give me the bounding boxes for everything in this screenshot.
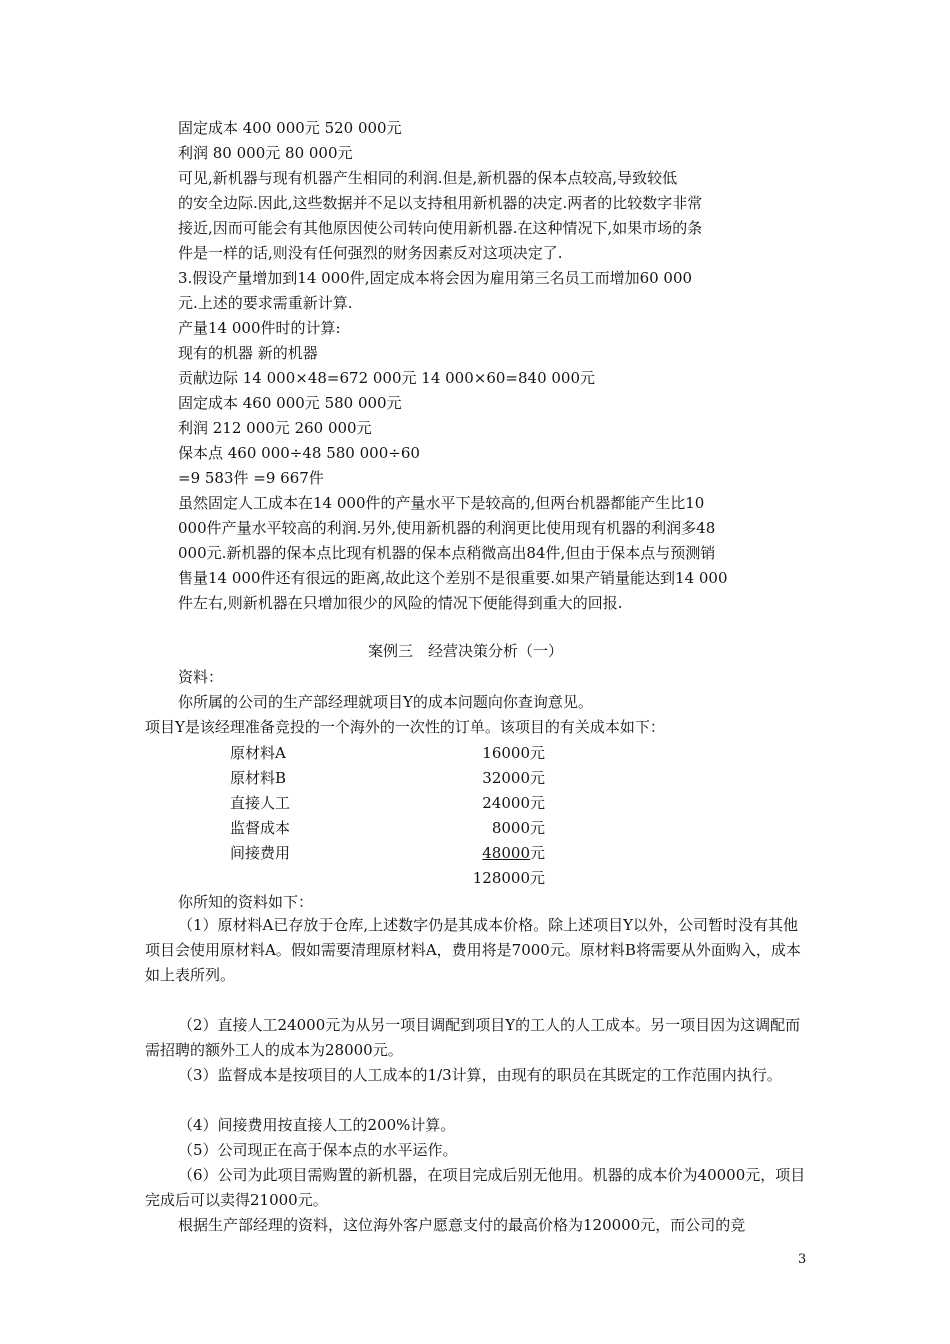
text-line: 固定成本 400 000元 520 000元 [178, 119, 402, 137]
case-title: 案例三 经营决策分析（一） [368, 642, 564, 660]
known-item: （1）原材料A已存放于仓库,上述数字仍是其成本价格。除上述项目Y以外，公司暂时没有其他项目会使用原材料A。假如需要清理原材料A，费用将是7000元。原材料B将需要从外面购入，成本如上表所列。 [145, 916, 801, 984]
cost-item-name: 直接人工 [230, 794, 291, 812]
text-line: 产量14 000件时的计算: [178, 319, 341, 337]
cost-total: 128000元 [472, 869, 545, 887]
text-line: 虽然固定人工成本在14 000件的产量水平下是较高的,但两台机器都能产生比10 [178, 494, 705, 512]
cost-item-value: 16000元 [482, 744, 545, 762]
cost-item-value: 8000元 [491, 819, 545, 837]
cost-item-value-unit: 元 [529, 844, 545, 862]
text-line: 固定成本 460 000元 580 000元 [178, 394, 402, 412]
text-line: 件是一样的话,则没有任何强烈的财务因素反对这项决定了. [178, 244, 563, 262]
text-line: 利润 212 000元 260 000元 [178, 419, 372, 437]
text-line: 的安全边际.因此,这些数据并不足以支持租用新机器的决定.两者的比较数字非常 [178, 194, 703, 212]
text-line: 件左右,则新机器在只增加很少的风险的情况下便能得到重大的回报. [178, 594, 623, 612]
cost-item-name: 原材料B [230, 769, 287, 787]
text-line: 元.上述的要求需重新计算. [178, 294, 353, 312]
closing-line: 根据生产部经理的资料，这位海外客户愿意支付的最高价格为120000元，而公司的竞 [178, 1216, 746, 1234]
text-line: 3.假设产量增加到14 000件,固定成本将会因为雇用第三名员工而增加60 000 [178, 269, 693, 287]
intro-line: 项目Y是该经理准备竞投的一个海外的一次性的订单。该项目的有关成本如下： [145, 718, 665, 736]
text-line: 接近,因而可能会有其他原因使公司转向使用新机器.在这种情况下,如果市场的条 [178, 219, 703, 237]
text-line: 000元.新机器的保本点比现有机器的保本点稍微高出84件,但由于保本点与预测销 [178, 544, 716, 562]
known-item: （4）间接费用按直接人工的200%计算。 [178, 1116, 456, 1134]
cost-item-name: 监督成本 [230, 819, 291, 837]
material-label: 资料： [178, 668, 224, 686]
known-item: （6）公司为此项目需购置的新机器，在项目完成后别无他用。机器的成本价为40000元，项目完成后可以卖得21000元。 [145, 1166, 806, 1209]
cost-item-value: 24000元 [482, 794, 545, 812]
text-line: =9 583件 =9 667件 [178, 469, 324, 487]
text-line: 贡献边际 14 000×48=672 000元 14 000×60=840 000元 [178, 369, 596, 387]
known-item: （5）公司现正在高于保本点的水平运作。 [178, 1141, 458, 1159]
known-item: （2）直接人工24000元为从另一项目调配到项目Y的工人的人工成本。另一项目因为这调配而需招聘的额外工人的成本为28000元。 [145, 1016, 801, 1059]
cost-item-value: 32000元 [482, 769, 545, 787]
text-line: 可见,新机器与现有机器产生相同的利润.但是,新机器的保本点较高,导致较低 [178, 169, 678, 187]
cost-item-value [482, 842, 545, 863]
text-line: 利润 80 000元 80 000元 [178, 144, 353, 162]
cost-item-name: 间接费用 [230, 844, 291, 862]
text-line: 现有的机器 新的机器 [178, 344, 318, 362]
cost-item-name: 原材料A [230, 744, 286, 762]
text-line: 售量14 000件还有很远的距离,故此这个差别不是很重要.如果产销量能达到14 000 [178, 569, 728, 587]
known-item: （3）监督成本是按项目的人工成本的1/3计算，由现有的职员在其既定的工作范围内执行。 [178, 1066, 782, 1084]
text-line: 000件产量水平较高的利润.另外,使用新机器的利润更比使用现有机器的利润多48 [178, 519, 716, 537]
cost-item-value-number: 48000 [482, 844, 530, 862]
intro-line: 你所属的公司的生产部经理就项目Y的成本问题向你查询意见。 [178, 693, 593, 711]
known-label: 你所知的资料如下： [178, 893, 314, 911]
page-number: 3 [798, 1252, 807, 1267]
text-line: 保本点 460 000÷48 580 000÷60 [178, 444, 420, 462]
